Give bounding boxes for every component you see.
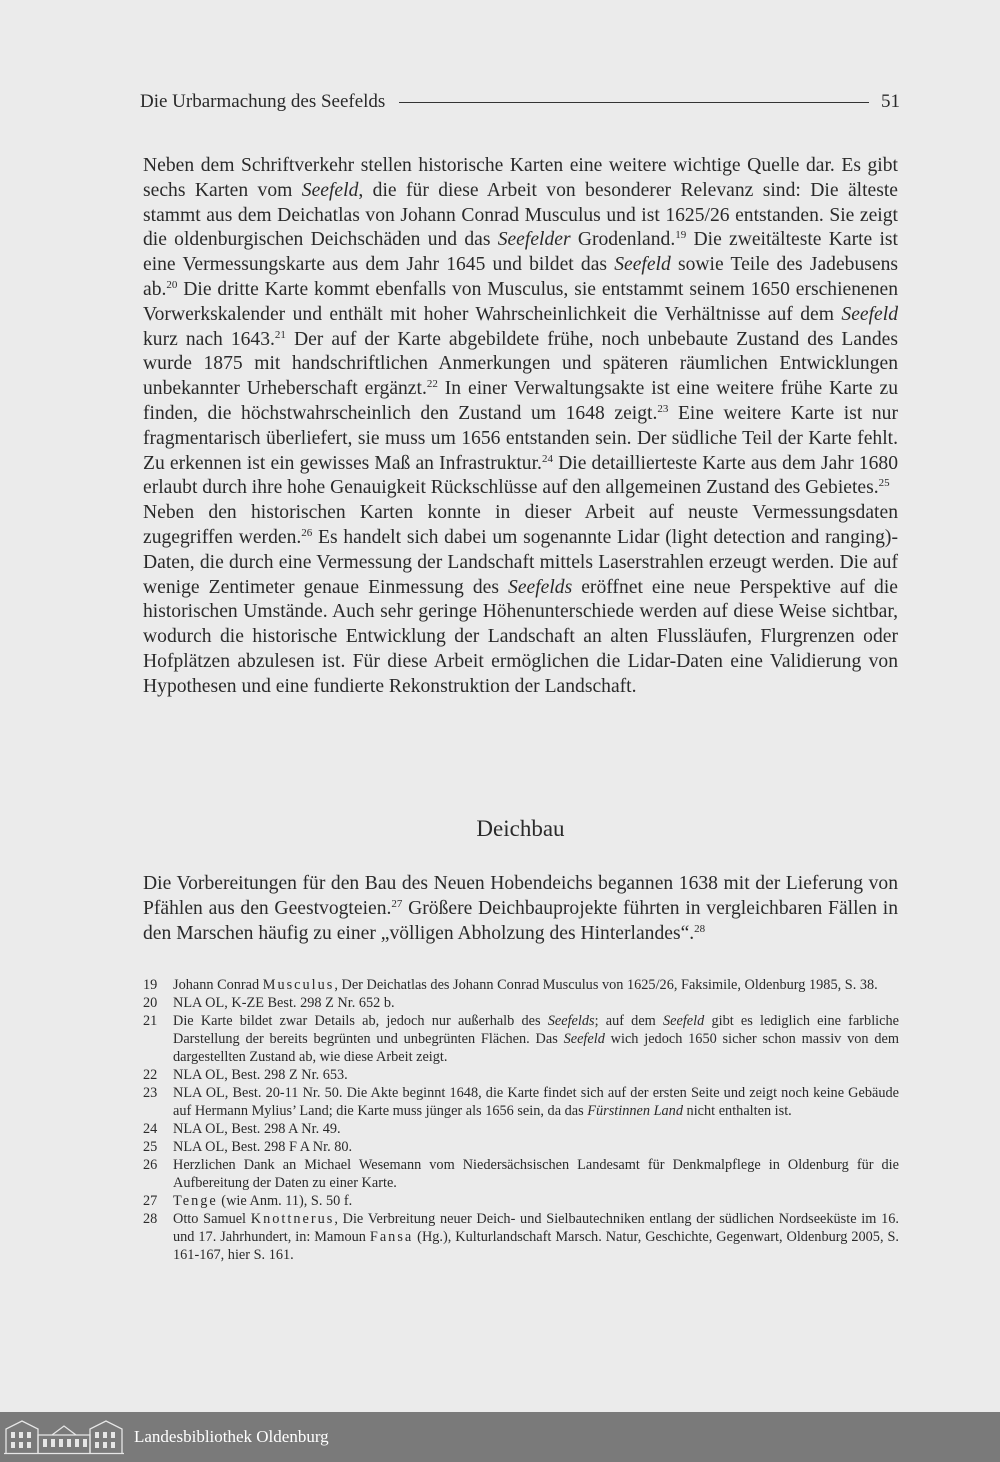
running-header xyxy=(140,88,900,116)
running-title: Die Urbarmachung des Seefelds xyxy=(140,91,386,112)
section-heading: Deichbau xyxy=(476,816,565,841)
footnote-ref-21[interactable]: 21 xyxy=(274,328,286,341)
footnote-ref-23[interactable]: 23 xyxy=(657,402,669,415)
footnote-23: 23 NLA OL, Best. 20-11 Nr. 50. Die Akte beginnt 1648, die Karte findet sich auf der ersten Seite und zeigt noch keine Gebäude auf Hermann Mylius’ Land; die Karte muss jünger als 1656 sein, da das Fürstinnen Land nicht enthalten ist. xyxy=(143,1085,899,1119)
footnotes xyxy=(143,976,899,1264)
footnote-22: 22 NLA OL, Best. 298 Z Nr. 653. xyxy=(143,1067,348,1083)
paragraph-deichbau: Die Vorbereitungen für den Bau des Neuen Hobendeichs begannen 1638 mit der Lieferung von Pfählen aus den Geestvogteien.$^{27}$ Größere Deichbauprojekte führten in vergleichbaren Fällen in den Marschen häufig zu einer „völligen Abholzung des Hinterlandes“.$^{28}$ xyxy=(143,873,898,944)
footnote-ref-20[interactable]: 20 xyxy=(166,278,178,291)
footnote-21: 21 Die Karte bildet zwar Details ab, jedoch nur außerhalb des Seefelds; auf dem Seefeld gibt es lediglich eine farbliche Darstellung der bereits begrünten und unbegrünten Flächen. Das Seefeld wich jedoch 1650 sicher schon massiv von dem dargestellten Zustand ab, wie diese Arbeit zeigt. xyxy=(143,1013,899,1065)
footnote-20: 20 NLA OL, K-ZE Best. 298 Z Nr. 652 b. xyxy=(143,995,395,1011)
main-text xyxy=(143,154,898,700)
footnote-ref-22[interactable]: 22 xyxy=(426,378,438,391)
footnote-ref-24[interactable]: 24 xyxy=(541,452,553,465)
footnote-25: 25 NLA OL, Best. 298 F A Nr. 80. xyxy=(143,1139,353,1155)
header-rule xyxy=(399,102,869,103)
footnote-28: 28 Otto Samuel Knottnerus, Die Verbreitung neuer Deich- und Sielbautechniken entlang der südlichen Nordseeküste im 16. und 17. Jahrhundert, in: Mamoun Fansa (Hg.), Kulturlandschaft Marsch. Natur, Geschichte, Gegenwart, Oldenburg 2005, S. 161-167, hier S. 161. xyxy=(143,1211,899,1263)
section-text xyxy=(143,872,898,946)
footnote-ref-28[interactable]: 28 xyxy=(694,922,706,935)
paragraph-maps: Neben dem Schriftverkehr stellen historische Karten eine weitere wichtige Quelle dar. Es gibt sechs Karten vom Seefeld, die für diese Arbeit von besonderer Relevanz sind: Die älteste stammt aus dem Deichatlas von Johann Conrad Musculus und ist 1625/26 entstanden. Sie zeigt die oldenburgischen Deichschäden und das Seefelder Grodenland.$^{19}$ Die zweitälteste Karte ist eine Vermessungskarte aus dem Jahr 1645 und bildet das Seefeld sowie Teile des Jadebusens ab.$^{20}$ Die dritte Karte kommt ebenfalls von Musculus, sie entstammt seinem 1650 erschienenen Vorwerkskalender und enthält mit hoher Wahrscheinlichkeit die Verhältnisse auf dem Seefeld kurz nach 1643.21 Der auf der Karte abgebildete frühe, noch unbebaute Zustand des Landes wurde 1875 mit handschriftlichen Anmerkungen und späteren räumlichen Entwicklungen unbekannter Urheberschaft ergänzt.$^{22}$ In einer Verwaltungsakte ist eine weitere frühe Karte zu finden, die höchstwahrscheinlich den Zustand um 1648 zeigt.$^{23}$ Eine weitere Karte ist nur fragmentarisch überliefert, sie muss um 1656 entstanden sein. Der südliche Teil der Karte fehlt. Zu erkennen ist ein gewisses Maß an Infrastruktur.$^{24}$ Die detaillierteste Karte aus dem Jahr 1680 erlaubt durch ihre hohe Genauigkeit Rückschlüsse auf den allgemeinen Zustand des Gebietes.$^{25}$ xyxy=(143,155,898,499)
library-building-icon[interactable] xyxy=(4,1415,124,1459)
footnote-19: 19 Johann Conrad Musculus, Der Deichatlas des Johann Conrad Musculus von 1625/26, Faksimile, Oldenburg 1985, S. 38. xyxy=(143,977,878,993)
footnote-24: 24 NLA OL, Best. 298 A Nr. 49. xyxy=(143,1121,341,1137)
footnote-26: 26 Herzlichen Dank an Michael Wesemann vom Niedersächsischen Landesamt für Denkmalpflege in Oldenburg für die Aufbereitung der Daten zu einer Karte. xyxy=(143,1157,899,1191)
footnote-ref-26[interactable]: 26 xyxy=(301,526,313,539)
page-number: 51 xyxy=(881,91,900,112)
paragraph-lidar: Neben den historischen Karten konnte in dieser Arbeit auf neuste Vermessungsdaten zugegriffen werden.$^{26}$ Es handelt sich dabei um sogenannte Lidar (light detection and ranging)-Daten, die durch eine Vermessung der Landschaft mittels Laserstrahlen erzeugt werden. Die auf wenige Zentimeter genaue Einmessung des Seefelds eröffnet eine neue Perspektive auf die historischen Umstände. Auch sehr geringe Höhenunterschiede werden auf diese Weise sichtbar, wodurch die historische Entwicklung der Landschaft an alten Flussläufen, Flurgrenzen oder Hofplätzen abzulesen ist. Für diese Arbeit ermöglichen die Lidar-Daten eine Validierung von Hypothesen und eine fundierte Rekonstruktion der Landschaft. xyxy=(143,502,898,697)
footnote-ref-25[interactable]: 25 xyxy=(878,477,890,490)
library-name[interactable]: Landesbibliothek Oldenburg xyxy=(134,1427,329,1446)
library-footer-bar xyxy=(0,1412,1000,1462)
footnote-ref-27[interactable]: 27 xyxy=(391,897,403,910)
footnote-27: 27 Tenge (wie Anm. 11), S. 50 f. xyxy=(143,1193,353,1209)
footnote-ref-19[interactable]: 19 xyxy=(675,229,687,242)
